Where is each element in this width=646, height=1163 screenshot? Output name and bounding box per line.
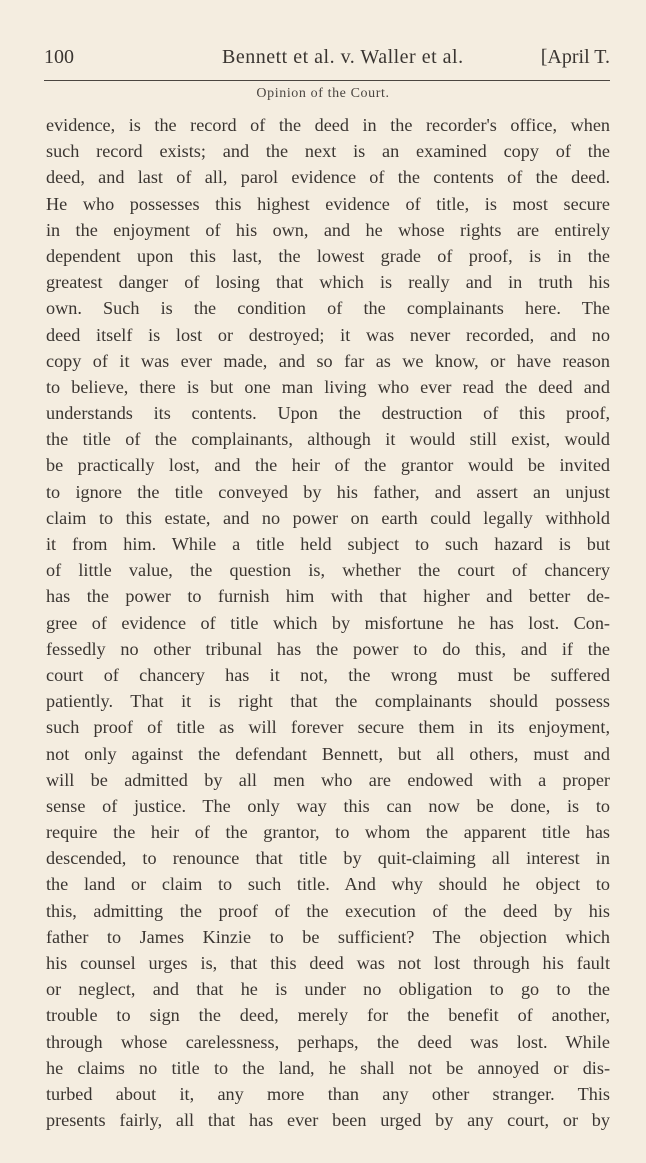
body-line: be practically lost, and the heir of the grantor would be invited	[46, 455, 610, 476]
body-line: He who possesses this highest evidence of title, is most secure	[46, 193, 610, 214]
body-line: the land or claim to such title. And why should he object to	[46, 874, 610, 895]
body-line: deed, and last of all, parol evidence of the contents of the deed.	[46, 167, 610, 188]
body-line: the title of the complainants, although it would still exist, would	[46, 429, 610, 450]
body-line: or neglect, and that he is under no obligation to go to the	[46, 979, 610, 1000]
body-line: his counsel urges is, that this deed was not lost through his fault	[46, 953, 610, 973]
body-line: to ignore the title conveyed by his father, and assert an unjust	[46, 481, 610, 502]
section-subheading: Opinion of the Court.	[256, 86, 390, 101]
body-line: turbed about it, any more than any other stranger. This	[46, 1083, 610, 1104]
body-line: fessedly no other tribunal has the power to do this, and if the	[46, 638, 610, 659]
body-line: in the enjoyment of his own, and he whose rights are entirely	[46, 219, 610, 240]
body-line: gree of evidence of title which by misfortune he has lost. Con-	[46, 612, 610, 633]
header-rule	[44, 80, 610, 81]
page-number: 100	[44, 46, 74, 68]
opinion-body-text	[46, 112, 610, 1133]
body-line: not only against the defendant Bennett, but all others, must and	[46, 743, 610, 764]
body-line: trouble to sign the deed, merely for the benefit of another,	[46, 1005, 610, 1026]
body-line: copy of it was ever made, and so far as we know, or have reason	[46, 350, 610, 371]
body-line: greatest danger of losing that which is really and in truth his	[46, 272, 610, 293]
body-line: deed itself is lost or destroyed; it was never recorded, and no	[46, 324, 610, 345]
body-line: such proof of title as will forever secure them in its enjoyment,	[46, 717, 610, 738]
body-line: descended, to renounce that title by quit-claiming all interest in	[46, 848, 610, 869]
running-head	[44, 46, 610, 76]
body-line: presents fairly, all that has ever been urged by any court, or by	[46, 1110, 610, 1131]
body-line: require the heir of the grantor, to whom the apparent title has	[46, 822, 610, 843]
body-line: will be admitted by all men who are endowed with a proper	[46, 769, 610, 790]
body-line: own. Such is the condition of the complainants here. The	[46, 298, 610, 319]
body-line: patiently. That it is right that the complainants should possess	[46, 691, 610, 712]
body-line: this, admitting the proof of the execution of the deed by his	[46, 900, 610, 921]
body-line: to believe, there is but one man living who ever read the deed and	[46, 376, 610, 397]
body-line: dependent upon this last, the lowest grade of proof, is in the	[46, 245, 610, 266]
body-line: understands its contents. Upon the destruction of this proof,	[46, 403, 610, 424]
body-line: through whose carelessness, perhaps, the deed was lost. While	[46, 1031, 610, 1052]
body-line: claim to this estate, and no power on earth could legally withhold	[46, 507, 610, 528]
body-line: it from him. While a title held subject to such hazard is but	[46, 534, 610, 554]
body-line: father to James Kinzie to be sufficient? The objection which	[46, 926, 610, 947]
body-line: has the power to furnish him with that higher and better de-	[46, 586, 610, 607]
body-line: sense of justice. The only way this can now be done, is to	[46, 795, 610, 816]
body-line: such record exists; and the next is an examined copy of the	[46, 141, 610, 162]
body-line: evidence, is the record of the deed in the recorder's office, when	[46, 115, 610, 135]
body-line: of little value, the question is, whether the court of chancery	[46, 560, 610, 581]
body-line: court of chancery has it not, the wrong must be suffered	[46, 664, 610, 685]
case-title: Bennett et al. v. Waller et al.	[222, 46, 464, 68]
body-line: he claims no title to the land, he shall not be annoyed or dis-	[46, 1057, 610, 1078]
term-label: [April T.	[540, 46, 610, 68]
